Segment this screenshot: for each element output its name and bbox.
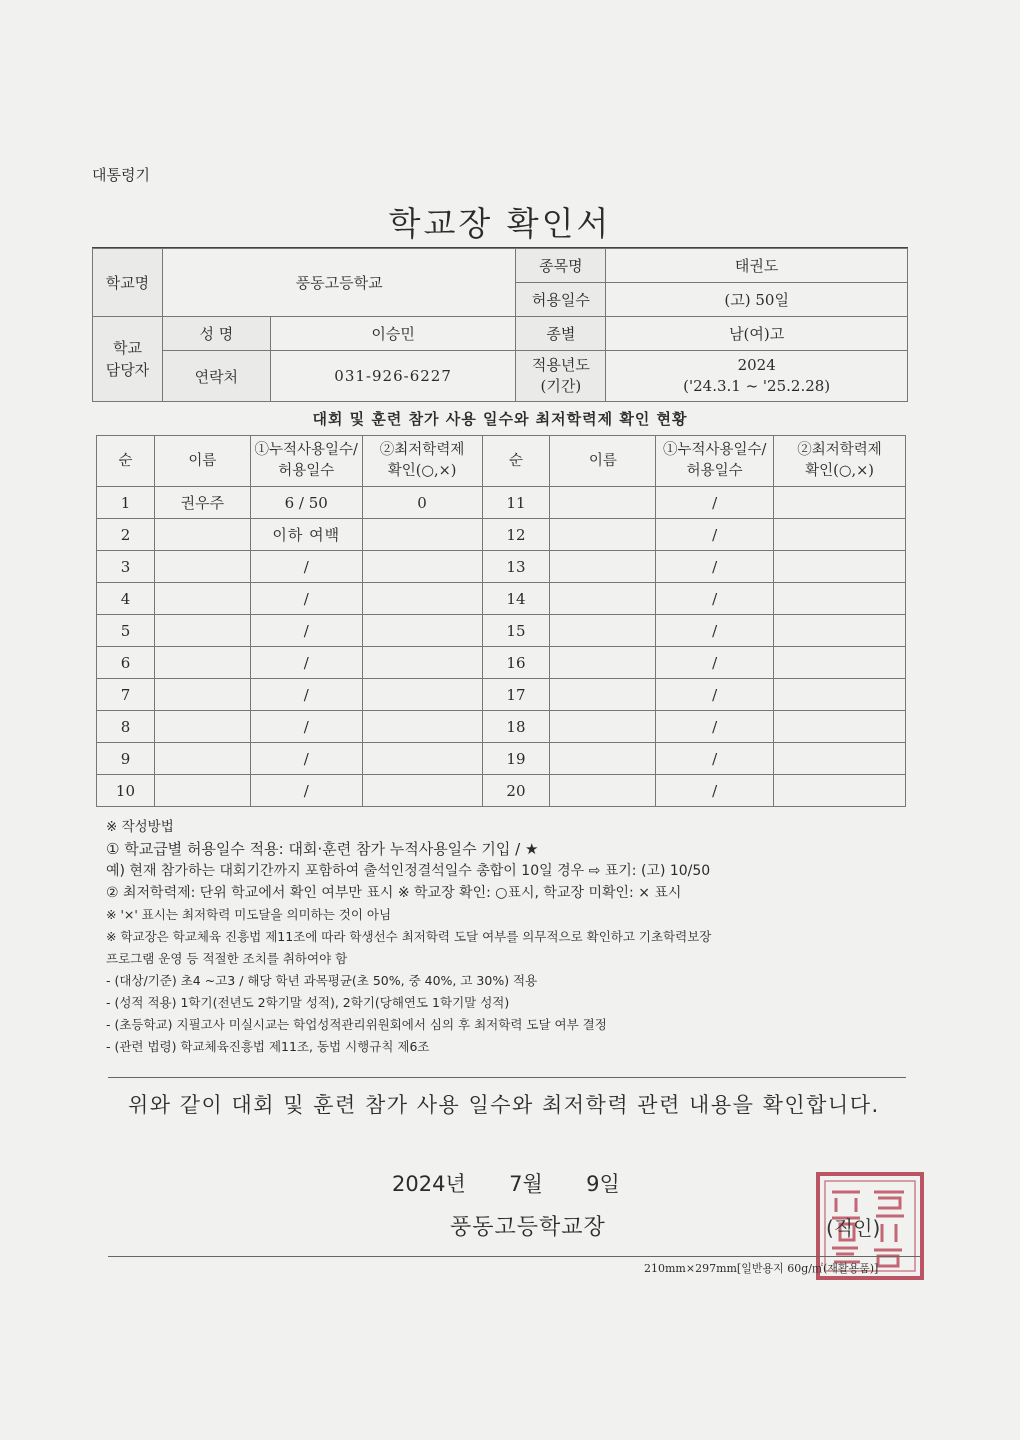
row-check [774, 711, 906, 743]
row-check [774, 583, 906, 615]
header-days-right-line2: 허용일수 [686, 463, 743, 479]
row-days: / [250, 583, 362, 615]
row-check [362, 583, 482, 615]
row-days: / [656, 519, 774, 551]
event-value: 태권도 [606, 249, 908, 283]
header-no-right: 순 [482, 436, 550, 487]
row-no: 18 [482, 711, 550, 743]
date-month: 7월 [509, 1172, 543, 1196]
row-no: 14 [482, 583, 550, 615]
header-check-right-line1: ②최저학력제 [797, 442, 882, 458]
instructions [106, 816, 906, 1058]
official-seal-mark: (직인) [826, 1216, 881, 1240]
instruction-line: ① 학교급별 허용일수 적용: 대회·훈련 참가 누적사용일수 기입 / ★ [106, 840, 539, 858]
row-check [774, 775, 906, 807]
instructions-heading: ※ 작성방법 [106, 819, 174, 835]
header-days-right-line1: ①누적사용일수/ [662, 442, 767, 458]
row-no: 9 [97, 743, 155, 775]
header-check [362, 436, 482, 487]
instruction-line: - (관련 법령) 학교체육진흥법 제11조, 동법 시행규칙 제6조 [106, 1039, 430, 1054]
page-title: 학교장 확인서 [388, 204, 612, 243]
event-label: 종목명 [516, 249, 606, 283]
info-table [92, 248, 908, 402]
row-check: 0 [362, 487, 482, 519]
row-name [550, 647, 656, 679]
date-day: 9일 [586, 1172, 620, 1196]
row-name [550, 743, 656, 775]
manager-label [93, 317, 163, 402]
table-row [97, 711, 906, 743]
instruction-line: ② 최저학력제: 단위 학교에서 확인 여부만 표시 ※ 학교장 확인: ○표시, 학교장 미확인: × 표시 [106, 885, 682, 901]
row-check [774, 519, 906, 551]
table-row [97, 743, 906, 775]
row-no: 11 [482, 487, 550, 519]
row-check [362, 679, 482, 711]
instruction-line: - (성적 적용) 1학기(전년도 2학기말 성적), 2학기(당해연도 1학기말 성적) [106, 995, 510, 1010]
year-value-period: ('24.3.1 ~ '25.2.28) [683, 377, 831, 395]
row-check [774, 743, 906, 775]
date-year: 2024년 [392, 1172, 466, 1196]
row-no: 15 [482, 615, 550, 647]
row-no: 5 [97, 615, 155, 647]
row-check [362, 743, 482, 775]
row-no: 3 [97, 551, 155, 583]
row-no: 19 [482, 743, 550, 775]
row-check [362, 775, 482, 807]
table-row [97, 551, 906, 583]
row-name [154, 743, 250, 775]
year-value-year: 2024 [737, 356, 776, 374]
instruction-line: - (대상/기준) 초4 ~고3 / 해당 학년 과목평균(초 50%, 중 40%, 고 30%) 적용 [106, 973, 538, 988]
header-no: 순 [97, 436, 155, 487]
row-name [154, 711, 250, 743]
school-name: 풍동고등학교 [162, 249, 516, 317]
row-name [154, 551, 250, 583]
row-days: / [656, 775, 774, 807]
table-row [97, 615, 906, 647]
row-check [774, 679, 906, 711]
header-name-right: 이름 [550, 436, 656, 487]
row-no: 4 [97, 583, 155, 615]
table-row [97, 679, 906, 711]
row-no: 8 [97, 711, 155, 743]
header-check-right-line2: 확인(○,×) [805, 463, 874, 479]
instruction-line: 프로그램 운영 등 적절한 조치를 취하여야 함 [106, 951, 348, 966]
row-no: 2 [97, 519, 155, 551]
row-no: 6 [97, 647, 155, 679]
document-label: 대통령기 [92, 166, 150, 184]
year-label-line1: 적용년도 [531, 356, 590, 374]
row-name [550, 519, 656, 551]
row-days: / [656, 551, 774, 583]
row-days: / [250, 743, 362, 775]
contact-label: 연락처 [162, 351, 270, 402]
row-days: / [656, 583, 774, 615]
row-name [550, 775, 656, 807]
table-row [97, 487, 906, 519]
row-no: 1 [97, 487, 155, 519]
row-name [550, 583, 656, 615]
paper-spec: 210mm×297mm[일반용지 60g/㎡(재활용품)] [644, 1262, 879, 1275]
table-header-row [97, 436, 906, 487]
row-days: / [656, 487, 774, 519]
gender-value: 남(여)고 [606, 317, 908, 351]
row-name [550, 551, 656, 583]
row-no: 12 [482, 519, 550, 551]
row-name [154, 615, 250, 647]
name-label: 성 명 [162, 317, 270, 351]
row-name [154, 519, 250, 551]
row-name [154, 583, 250, 615]
row-no: 13 [482, 551, 550, 583]
principal-name: 풍동고등학교장 [450, 1215, 606, 1240]
row-check [362, 711, 482, 743]
issue-date [392, 1168, 620, 1198]
year-label [516, 351, 606, 402]
instruction-line: 예) 현재 참가하는 대회기간까지 포함하여 출석인정결석일수 총합이 10일 경우 ⇨ 표기: (고) 10/50 [106, 863, 711, 879]
row-days: / [250, 647, 362, 679]
row-check [774, 487, 906, 519]
row-days: / [250, 551, 362, 583]
row-check [774, 615, 906, 647]
header-days-line1: ①누적사용일수/ [254, 442, 358, 458]
row-check [774, 647, 906, 679]
allowed-days-value: (고) 50일 [606, 283, 908, 317]
row-days: / [656, 743, 774, 775]
instruction-line: ※ 학교장은 학교체육 진흥법 제11조에 따라 학생선수 최저학력 도달 여부를 의무적으로 확인하고 기초학력보장 [106, 929, 712, 944]
row-name [154, 775, 250, 807]
header-check-right [774, 436, 906, 487]
manager-label-line1: 학교 [112, 339, 142, 357]
row-name [550, 679, 656, 711]
row-days: / [656, 615, 774, 647]
usage-table [96, 435, 906, 807]
row-name: 권우주 [154, 487, 250, 519]
header-days-right [656, 436, 774, 487]
contact-value: 031-926-6227 [270, 351, 516, 402]
gender-label: 종별 [516, 317, 606, 351]
manager-name: 이승민 [270, 317, 516, 351]
row-name [550, 711, 656, 743]
table-row [97, 583, 906, 615]
row-days: / [656, 679, 774, 711]
instruction-line: ※ '×' 표시는 최저학력 미도달을 의미하는 것이 아님 [106, 907, 392, 922]
row-days: / [250, 679, 362, 711]
row-name [550, 615, 656, 647]
instruction-line: - (초등학교) 지필고사 미실시교는 학업성적관리위원회에서 심의 후 최저학력 도달 여부 결정 [106, 1017, 607, 1032]
section-title: 대회 및 훈련 참가 사용 일수와 최저학력제 확인 현황 [312, 410, 688, 428]
row-check [362, 519, 482, 551]
row-check [774, 551, 906, 583]
row-name [550, 487, 656, 519]
row-name [154, 679, 250, 711]
header-days [250, 436, 362, 487]
header-days-line2: 허용일수 [278, 463, 335, 479]
row-days: 이하 여백 [250, 519, 362, 551]
table-row [97, 647, 906, 679]
row-days: / [250, 711, 362, 743]
row-check [362, 615, 482, 647]
row-name [154, 647, 250, 679]
year-label-line2: (기간) [540, 377, 582, 395]
row-days: / [250, 775, 362, 807]
row-days: / [656, 711, 774, 743]
table-row [97, 519, 906, 551]
row-check [362, 551, 482, 583]
allowed-days-label: 허용일수 [516, 283, 606, 317]
row-no: 7 [97, 679, 155, 711]
row-check [362, 647, 482, 679]
row-days: 6 / 50 [250, 487, 362, 519]
row-no: 17 [482, 679, 550, 711]
row-no: 16 [482, 647, 550, 679]
confirmation-text: 위와 같이 대회 및 훈련 참가 사용 일수와 최저학력 관련 내용을 확인합니다. [128, 1093, 880, 1117]
row-no: 10 [97, 775, 155, 807]
year-value [606, 351, 908, 402]
row-days: / [250, 615, 362, 647]
header-name: 이름 [154, 436, 250, 487]
header-check-line1: ②최저학력제 [379, 442, 465, 458]
school-label: 학교명 [93, 249, 163, 317]
header-check-line2: 확인(○,×) [387, 463, 457, 479]
row-days: / [656, 647, 774, 679]
row-no: 20 [482, 775, 550, 807]
table-row [97, 775, 906, 807]
manager-label-line2: 담당자 [105, 361, 150, 379]
